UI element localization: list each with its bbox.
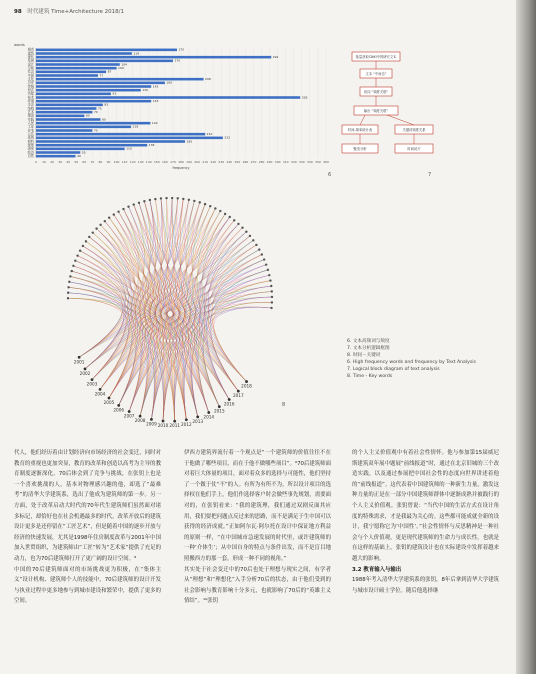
word-node bbox=[255, 244, 257, 246]
word-node bbox=[92, 231, 94, 233]
flow-label-source: 批量获取CNKI中的研究文本 bbox=[355, 55, 397, 59]
word-node bbox=[188, 199, 190, 201]
category-label: 中国 bbox=[27, 73, 34, 78]
year-label: 2002 bbox=[79, 370, 91, 376]
x-tick-label: 110 bbox=[121, 160, 128, 164]
x-tick-label: 210 bbox=[202, 160, 209, 164]
bar-value-label: 55 bbox=[81, 150, 86, 155]
word-node bbox=[193, 200, 195, 202]
bar bbox=[36, 148, 125, 151]
bar-value-label: 138 bbox=[148, 142, 155, 147]
bar bbox=[36, 63, 120, 66]
year-node bbox=[207, 411, 210, 414]
word-node bbox=[108, 217, 110, 219]
bar-value-label: 292 bbox=[272, 54, 279, 59]
word-node bbox=[127, 205, 129, 207]
word-node bbox=[117, 210, 119, 212]
bar bbox=[36, 104, 103, 107]
word-node bbox=[177, 197, 179, 199]
x-tick-label: 190 bbox=[186, 160, 192, 164]
word-node bbox=[269, 279, 271, 281]
word-node bbox=[79, 250, 81, 252]
category-label: 住宅 bbox=[27, 128, 34, 133]
word-node bbox=[249, 235, 251, 237]
year-node bbox=[245, 380, 248, 383]
category-label: 实践 bbox=[27, 117, 34, 122]
year-node bbox=[99, 388, 102, 391]
x-tick-label: 330 bbox=[298, 160, 305, 164]
caption-en-8: 8. Time - Key words bbox=[347, 374, 393, 380]
category-label: 人民 bbox=[27, 120, 34, 125]
category-label: 自然 bbox=[27, 153, 34, 158]
flow-label-output: 输出 “频度关联” bbox=[363, 109, 389, 113]
word-node bbox=[67, 286, 69, 288]
word-node bbox=[165, 197, 167, 199]
category-label: 景观 bbox=[27, 135, 34, 140]
year-node bbox=[78, 356, 81, 359]
x-tick-label: 60 bbox=[82, 160, 87, 164]
word-node bbox=[209, 205, 211, 207]
x-tick-label: 220 bbox=[210, 160, 217, 164]
word-node bbox=[122, 208, 124, 210]
bar-value-label: 210 bbox=[206, 131, 213, 136]
x-tick-label: 140 bbox=[145, 160, 152, 164]
bar-value-label: 160 bbox=[166, 80, 173, 85]
x-tick-label: 70 bbox=[90, 160, 95, 164]
word-node bbox=[154, 198, 156, 200]
category-label: 历史 bbox=[27, 80, 34, 85]
bar bbox=[36, 126, 131, 129]
bar bbox=[36, 140, 185, 143]
year-node bbox=[173, 420, 176, 423]
bar-value-label: 70 bbox=[93, 109, 98, 114]
caption-cn-8: 8. 时间－关键词 bbox=[347, 353, 381, 359]
category-label: 建筑 bbox=[27, 51, 34, 56]
year-label: 2011 bbox=[169, 423, 181, 429]
year-label: 2009 bbox=[146, 421, 157, 427]
bar bbox=[36, 118, 100, 121]
x-tick-label: 20 bbox=[50, 160, 55, 164]
arc-chart bbox=[20, 180, 320, 440]
x-tick-label: 80 bbox=[98, 160, 103, 164]
figure-number-6: 6 bbox=[328, 172, 332, 178]
link-arc bbox=[80, 251, 128, 380]
x-tick-label: 150 bbox=[153, 160, 160, 164]
word-node bbox=[271, 290, 273, 292]
word-node bbox=[237, 223, 239, 225]
word-node bbox=[214, 207, 216, 209]
word-node bbox=[182, 198, 184, 200]
flow-label-middle: 文本 “中间态” bbox=[365, 72, 387, 76]
word-node bbox=[104, 220, 106, 222]
word-node bbox=[270, 307, 272, 309]
word-node bbox=[143, 200, 145, 202]
bar-value-label: 80 bbox=[101, 117, 106, 122]
category-label: 城市 bbox=[27, 47, 34, 52]
section-heading: 3.2 教育输入与输出 bbox=[352, 566, 402, 573]
category-label: 环境 bbox=[27, 98, 34, 103]
x-tick-label: 340 bbox=[307, 160, 313, 164]
word-node bbox=[268, 274, 270, 276]
bar bbox=[36, 71, 106, 74]
year-label: 2004 bbox=[94, 391, 106, 397]
year-label: 2001 bbox=[73, 359, 85, 365]
x-tick-label: 230 bbox=[218, 160, 225, 164]
page-header bbox=[14, 7, 124, 15]
word-node bbox=[95, 227, 97, 229]
year-label: 2007 bbox=[123, 413, 135, 419]
category-label: 艺术 bbox=[27, 109, 34, 114]
paragraph: 的个人主义价值观中有着社会性情怀。他与参加第15届威尼斯建筑双年展中题展“前线报道”时，通过在北京旧城的三个改造实践，以及通过参展把中国社会性的态度向世界讲述着他的“前线报道”。这代表着中国建筑师的一种新生力量，激发这种力量的正是在一部分中国建筑师群体中逐渐成熟并被践行的个人主义价值观。张钥曾说：“当代中国的生活方式在设计角度的特殊需求，才是我最为关心的。这些都可能成就全新的设计，我宁愿称它为‘中国性’。”社会性情怀与反思精神是一种社会与个人价值观，更是现代建筑师的生命力与成长性。也就是在这样的基础上，张钥的建筑设计也在实际建设中发挥着越来越大的影响。 bbox=[352, 450, 499, 562]
x-tick-label: 240 bbox=[226, 160, 233, 164]
bar bbox=[36, 115, 84, 118]
category-label: 功能 bbox=[27, 91, 34, 96]
year-node bbox=[196, 415, 199, 418]
bar-value-label: 130 bbox=[142, 87, 148, 92]
year-label: 2015 bbox=[213, 408, 225, 414]
bar bbox=[36, 133, 205, 136]
word-node bbox=[258, 248, 260, 250]
category-label: 技术 bbox=[27, 95, 34, 100]
flow-label-relation: 关键词频度关系 bbox=[402, 128, 426, 132]
word-node bbox=[67, 297, 69, 299]
body-column-1 bbox=[14, 448, 161, 607]
bar-value-label: 143 bbox=[152, 84, 159, 89]
flow-label-slice: 时间切片 bbox=[407, 147, 421, 151]
word-node bbox=[271, 301, 273, 303]
x-tick-label: 160 bbox=[162, 160, 168, 164]
word-node bbox=[82, 245, 84, 247]
year-label: 2005 bbox=[103, 399, 115, 405]
x-tick-label: 40 bbox=[66, 160, 71, 164]
caption-cn-6: 6. 文本高频词与频度 bbox=[347, 339, 390, 344]
bar bbox=[36, 67, 117, 70]
word-node bbox=[199, 201, 201, 203]
word-node bbox=[252, 239, 254, 241]
paragraph: 其实处于社会变迁中的70后也处于理想与现实之间，有学者从“理想”和“理想化”入手分析70后的状态，由于他们受到的社会影响与教育影响十分多元，也就影响了70后的“英雄主义情结”。¹⁰张钥 bbox=[184, 566, 331, 605]
word-node bbox=[241, 226, 243, 228]
category-label: 文化 bbox=[27, 76, 34, 81]
year-label: 2006 bbox=[113, 407, 125, 413]
bar bbox=[36, 137, 223, 140]
bar bbox=[36, 52, 132, 55]
caption-en-6: 6. High frequency words and frequency by Text Analysis bbox=[347, 360, 476, 366]
bar bbox=[36, 49, 177, 52]
bar bbox=[36, 78, 204, 81]
bar-value-label: 70 bbox=[93, 128, 98, 133]
body-column-3 bbox=[352, 448, 499, 596]
bar-value-label: 185 bbox=[186, 139, 193, 144]
bar-value-label: 143 bbox=[152, 98, 159, 103]
word-node bbox=[233, 219, 235, 221]
word-node bbox=[204, 203, 206, 205]
body-column-2 bbox=[184, 448, 331, 607]
x-tick-label: 300 bbox=[274, 160, 281, 164]
flow-label-table: 时间-频率统计表 bbox=[347, 128, 373, 132]
word-node bbox=[88, 236, 90, 238]
word-node bbox=[138, 202, 140, 204]
bar bbox=[36, 85, 151, 88]
bar bbox=[36, 100, 151, 103]
paragraph: 中国的70后建筑师面对的市场挑战更为积极，在“集体主义”设计机构、建筑师个人的技能中，70后建筑师的设计开发与执业过程中更多地参与到城市建设和繁荣中，提供了更多的空间。 bbox=[14, 566, 161, 605]
category-label: 公共 bbox=[27, 131, 34, 136]
year-node bbox=[108, 397, 111, 400]
year-label: 2012 bbox=[180, 421, 192, 427]
x-tick-label: 250 bbox=[234, 160, 241, 164]
bar-value-label: 142 bbox=[151, 120, 158, 125]
category-label: 设计 bbox=[27, 62, 34, 67]
x-axis-label: frequency bbox=[172, 166, 190, 170]
category-label: 传统 bbox=[27, 84, 34, 89]
word-node bbox=[133, 203, 135, 205]
x-tick-label: 130 bbox=[137, 160, 144, 164]
category-label: 社会 bbox=[27, 69, 34, 74]
word-node bbox=[85, 240, 87, 242]
bar-value-label: 175 bbox=[178, 47, 185, 52]
bar-value-label: 49 bbox=[76, 153, 81, 158]
year-node bbox=[139, 415, 142, 418]
year-node bbox=[218, 405, 221, 408]
figure-number-8: 8 bbox=[282, 402, 286, 408]
word-node bbox=[149, 199, 151, 201]
bar-value-label: 104 bbox=[121, 62, 128, 67]
word-node bbox=[261, 253, 263, 255]
word-node bbox=[271, 296, 273, 298]
x-tick-label: 30 bbox=[58, 160, 63, 164]
x-tick-label: 10 bbox=[42, 160, 46, 164]
paragraph: 1988年考入清华大学建筑系的张钥，8年后拿到清华大学建筑与城市设计硕士学位。随后他选择继 bbox=[352, 577, 499, 594]
category-label: 国家 bbox=[27, 146, 34, 151]
paragraph: 伊西方建筑界流行着一个观点是“一个建筑师的价值往往不在于他做了哪些项目，而在于他不做哪些项目”。⁹70后建筑师面对着巨大体量的项目，面对着众多的选择与可能性，他们坚持了一个做于仗“不”的人。有所为有所不为，所以设计项目的选择权在他们手上，他们作选择客户时会做些事先规划，需要面对的，在张钥看来：“我的建筑理，我们通过双剧反面其应用，我们要把问题点反过来的思路，而不是满足于生中国可以获得的经济成就。”正如阿尔瓦·阿尔托在设计中保证地方利益的原则一样，“在中国城市急速发展的时代里，或许建筑师的一种‘介体生’；从中国自身的特点与条件出发，而不是盲目地照搬西方的那一套，形成一种不同的视角。” bbox=[184, 450, 331, 562]
category-label: 现代 bbox=[27, 54, 34, 59]
x-tick-label: 280 bbox=[258, 160, 265, 164]
year-label: 2013 bbox=[192, 418, 204, 424]
figure-number-7: 7 bbox=[428, 172, 432, 178]
year-node bbox=[228, 398, 231, 401]
year-node bbox=[162, 420, 165, 423]
y-axis-label: words bbox=[14, 43, 25, 47]
bar-value-label: 119 bbox=[133, 51, 140, 56]
bar-value-label: 83 bbox=[104, 102, 109, 107]
book-spine bbox=[516, 0, 536, 674]
year-node bbox=[128, 410, 131, 413]
x-tick-label: 310 bbox=[282, 160, 289, 164]
year-node bbox=[117, 404, 120, 407]
bar-value-label: 93 bbox=[112, 91, 117, 96]
bar-value-label: 75 bbox=[97, 106, 102, 111]
category-label: 空间 bbox=[27, 65, 34, 70]
flow-label-cut: 切词 “频度关联” bbox=[363, 90, 389, 94]
word-node bbox=[267, 269, 269, 271]
bar-value-label: 232 bbox=[224, 135, 231, 140]
x-tick-label: 200 bbox=[194, 160, 200, 164]
bar bbox=[36, 60, 173, 63]
year-node bbox=[185, 418, 188, 421]
link-arc bbox=[184, 245, 257, 420]
bar-value-label: 100 bbox=[118, 65, 124, 70]
category-label: 生活 bbox=[27, 102, 34, 107]
word-node bbox=[71, 270, 73, 272]
bar-value-label: 208 bbox=[205, 76, 211, 81]
x-tick-label: 320 bbox=[290, 160, 297, 164]
year-label: 2017 bbox=[232, 393, 244, 399]
word-node bbox=[263, 258, 265, 260]
year-node bbox=[84, 367, 87, 370]
category-label: 理论 bbox=[27, 113, 34, 118]
word-node bbox=[74, 260, 76, 262]
bar bbox=[36, 74, 98, 77]
x-tick-label: 90 bbox=[106, 160, 111, 164]
word-node bbox=[265, 263, 267, 265]
bar bbox=[36, 56, 271, 59]
bar-value-label: 170 bbox=[174, 58, 181, 63]
word-node bbox=[270, 285, 272, 287]
bar bbox=[36, 151, 80, 154]
year-label: 2003 bbox=[86, 381, 98, 387]
x-tick-label: 170 bbox=[170, 160, 176, 164]
category-label: 经济 bbox=[27, 150, 34, 155]
category-label: 材料 bbox=[27, 139, 34, 144]
caption-cn-7: 7. 文本分析逻辑框图 bbox=[347, 346, 390, 352]
bar bbox=[36, 111, 92, 114]
figure-captions bbox=[347, 338, 507, 381]
year-label: 2008 bbox=[134, 418, 146, 424]
x-tick-label: 0 bbox=[35, 160, 37, 164]
word-node bbox=[69, 275, 71, 277]
paragraph: 代人，他们经历着由计划经济向市场经济的社会变迁，同时对教育的重视也更加突显，教育的改革和创造以高考为主导的教育制度逐渐深化。70后体会到了竞争与挑战，在张钥上也是一个喜欢挑战的人，基本对物理感兴趣的他，却选了“最难考”的清华大学建筑系，选出了他成为建筑师的第一步。另一方面，处于改革启动大时代的70年代生建筑师们虽然面对诸多标记，却恰好也在社会机遇最多的时代。改革开放后的建筑设计更多是还停留在“工匠艺术”，但是随着中国的逐步开放与经济的快速发展，尤其是1998年住房制度改革与2001年中国加入世贸组织，为建筑师由“工匠”转为“艺术家”提供了充足的动力，也为70后建筑师打开了更广阔的设计空间。⁸ bbox=[14, 450, 161, 562]
bar bbox=[36, 93, 111, 96]
word-node bbox=[67, 292, 69, 294]
word-node bbox=[219, 210, 221, 212]
caption-en-7: 7. Logical block diagram of text analysis bbox=[347, 367, 440, 373]
x-tick-label: 360 bbox=[323, 160, 329, 164]
year-label: 2016 bbox=[223, 401, 235, 407]
page-number: 98 bbox=[14, 9, 22, 15]
word-node bbox=[68, 281, 70, 283]
flow-label-cluster: 聚类分析 bbox=[353, 147, 367, 151]
link-arc bbox=[198, 265, 267, 413]
category-label: 规划 bbox=[27, 142, 34, 147]
x-tick-label: 180 bbox=[178, 160, 184, 164]
year-node bbox=[150, 418, 153, 421]
x-tick-label: 350 bbox=[315, 160, 321, 164]
bar bbox=[36, 82, 165, 85]
x-tick-label: 290 bbox=[266, 160, 273, 164]
word-node bbox=[245, 231, 247, 233]
category-label: 形式 bbox=[27, 87, 34, 92]
x-tick-label: 270 bbox=[250, 160, 257, 164]
bar-value-label: 110 bbox=[126, 146, 132, 151]
year-node bbox=[91, 378, 94, 381]
word-node bbox=[229, 216, 231, 218]
category-label: 工业 bbox=[27, 124, 34, 129]
word-node bbox=[171, 197, 173, 199]
bar-value-label: 328 bbox=[301, 95, 308, 100]
x-tick-label: 120 bbox=[129, 160, 136, 164]
bar-value-label: 77 bbox=[99, 73, 104, 78]
year-label: 2014 bbox=[203, 414, 215, 420]
bar bbox=[36, 89, 141, 92]
x-tick-label: 50 bbox=[74, 160, 79, 164]
word-node bbox=[76, 254, 78, 256]
bar bbox=[36, 96, 300, 99]
word-node bbox=[160, 197, 162, 199]
bar-value-label: 60 bbox=[85, 113, 90, 118]
word-node bbox=[99, 224, 101, 226]
bar-value-label: 118 bbox=[132, 124, 139, 129]
x-tick-label: 260 bbox=[242, 160, 249, 164]
flowchart bbox=[340, 50, 440, 170]
bar bbox=[36, 107, 96, 110]
bar-chart bbox=[12, 40, 332, 180]
category-label: 结构 bbox=[27, 106, 34, 111]
x-tick-label: 100 bbox=[113, 160, 120, 164]
bar bbox=[36, 155, 75, 158]
year-label: 2018 bbox=[241, 383, 252, 389]
bar-value-label: 87 bbox=[107, 69, 112, 74]
word-node bbox=[224, 213, 226, 215]
word-node bbox=[113, 213, 115, 215]
year-node bbox=[237, 390, 240, 393]
category-label: 发展 bbox=[27, 58, 34, 63]
bar bbox=[36, 129, 92, 132]
word-node bbox=[72, 265, 74, 267]
year-label: 2010 bbox=[157, 423, 169, 429]
journal-title: 时代建筑 Time+Architecture 2018/1 bbox=[27, 9, 124, 15]
